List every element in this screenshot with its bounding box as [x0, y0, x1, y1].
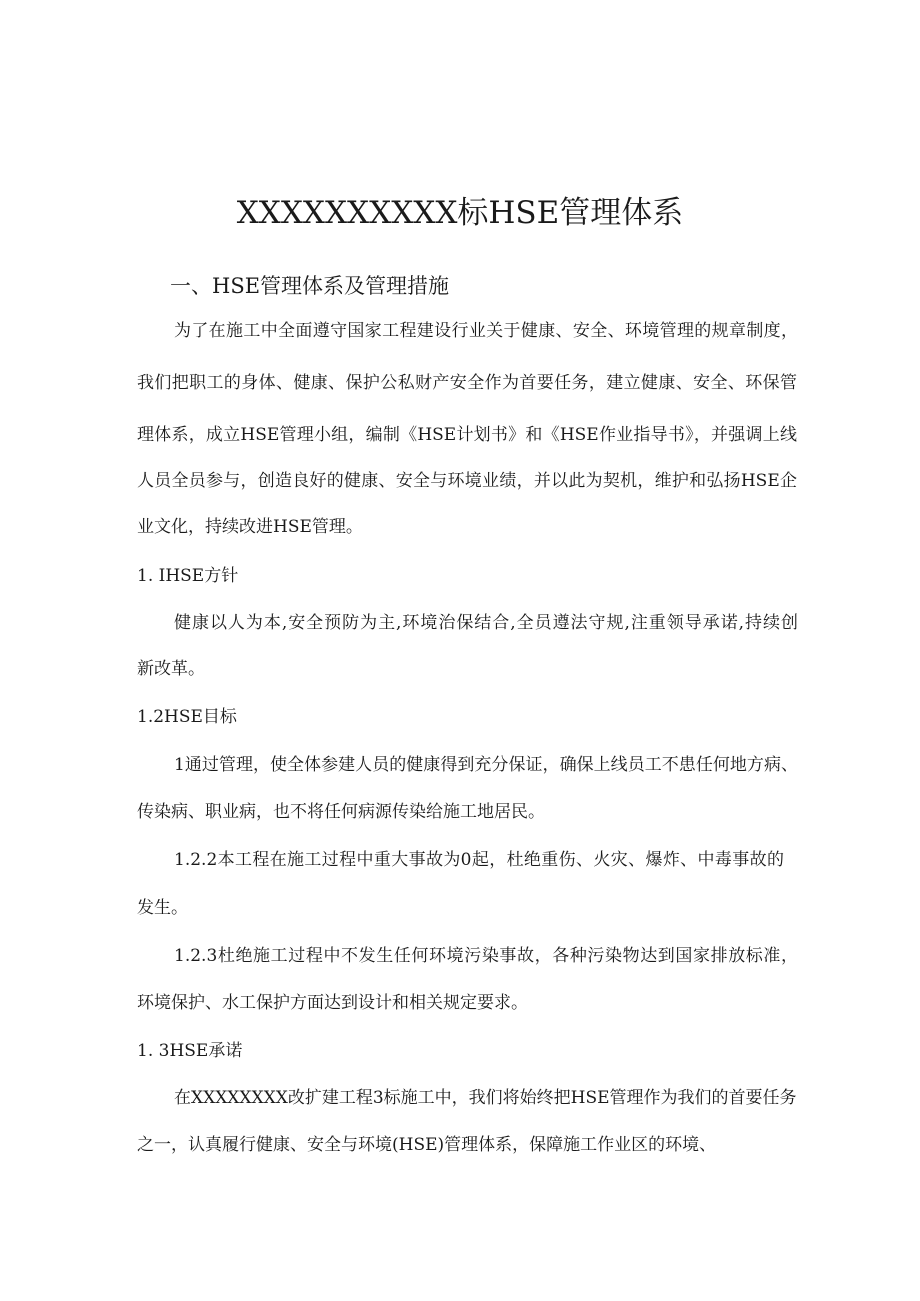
paragraph-line: 人员全员参与，创造良好的健康、安全与环境业绩，并以此为契机，维护和弘扬HSE企: [137, 471, 797, 491]
paragraph-line: 我们把职工的身体、健康、保护公私财产安全作为首要任务，建立健康、安全、环保管: [137, 373, 797, 393]
paragraph-line: 1通过管理，使全体参建人员的健康得到充分保证，确保上线员工不患任何地方病、: [174, 755, 798, 775]
subsection-heading: 1.2HSE目标: [137, 707, 237, 727]
section-heading: 一、HSE管理体系及管理措施: [170, 274, 450, 298]
paragraph-line: 理体系，成立HSE管理小组，编制《HSE计划书》和《HSE作业指导书》，并强调上线: [137, 425, 797, 445]
document-title: XXXXXXXXXX标HSE管理体系: [236, 195, 684, 231]
paragraph-line: 1.2.2本工程在施工过程中重大事故为0起，杜绝重伤、火灾、爆炸、中毒事故的: [174, 850, 784, 870]
paragraph-line: 新改革。: [137, 659, 205, 679]
paragraph-line: 业文化，持续改进HSE管理。: [137, 517, 363, 537]
subsection-heading: 1. 3HSE承诺: [137, 1041, 243, 1061]
paragraph-line: 在XXXXXXXX改扩建工程3标施工中，我们将始终把HSE管理作为我们的首要任务: [174, 1088, 797, 1108]
paragraph-line: 为了在施工中全面遵守国家工程建设行业关于健康、安全、环境管理的规章制度，: [174, 321, 798, 341]
paragraph-line: 1.2.3杜绝施工过程中不发生任何环境污染事故，各种污染物达到国家排放标准，: [174, 946, 798, 966]
paragraph-line: 之一，认真履行健康、安全与环境(HSE)管理体系，保障施工作业区的环境、: [137, 1135, 717, 1155]
paragraph-line: 健康以人为本,安全预防为主,环境治保结合,全员遵法守规,注重领导承诺,持续创: [174, 613, 798, 633]
paragraph-line: 发生。: [137, 898, 188, 918]
subsection-heading: 1. IHSE方针: [137, 566, 239, 586]
paragraph-line: 环境保护、水工保护方面达到设计和相关规定要求。: [137, 993, 528, 1013]
paragraph-line: 传染病、职业病，也不将任何病源传染给施工地居民。: [137, 802, 545, 822]
